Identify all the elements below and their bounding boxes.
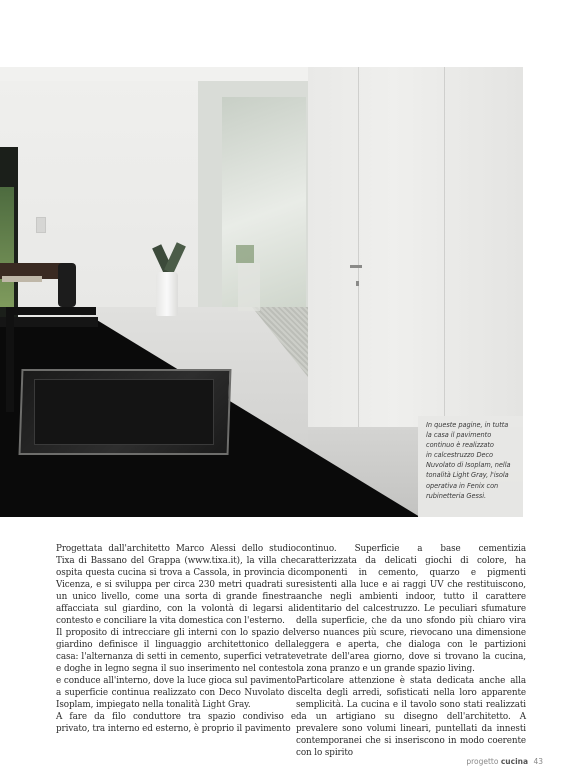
- dining-chair: [58, 263, 76, 307]
- panel-joint: [358, 67, 359, 477]
- page-number: 43: [533, 757, 543, 766]
- plant-reflection: [236, 245, 254, 263]
- magazine-section: cucina: [500, 757, 529, 766]
- door-handle: [350, 265, 362, 268]
- window-glass: [222, 97, 306, 307]
- text-column-left: [56, 543, 296, 735]
- left-window-garden: [0, 187, 14, 307]
- page-footer: [466, 757, 543, 766]
- paragraph: Particolare attenzione è stata dedicata anche alla scelta degli arredi, sofisticati nella loro apparente semplicità. La cucina e il tavolo sono stati realizzati da un artigiano su disegno dell'architetto. A prevalere sono volumi lineari, puntellati da innesti contemporanei che si inseriscono in modo coerente con lo spirito: [296, 676, 526, 758]
- paragraph: A fare da filo conduttore tra spazio condiviso e privato, tra interno ed esterno, è proprio il pavimento: [56, 712, 296, 734]
- text-column-right: [296, 543, 526, 759]
- door-keyhole: [356, 281, 359, 286]
- light-switch: [36, 217, 46, 233]
- photo-caption: In queste pagine, in tutta la casa il pavimento continuo è realizzato in calcestruzzo Deco Nuvolato di Isoplam, nella tonalità Light Gray, l'isola operativa in Fenix con rubinetteria Gessi.: [418, 416, 523, 517]
- white-vase: [156, 272, 178, 316]
- paragraph: Il proposito di intrecciare gli interni con lo spazio del giardino definisce il linguaggio architettonico della casa: l'alternanza di setti in cemento, superfici vetrate e doghe in legno segna il suo inserimento nel contesto e conduce all'interno, dove la luce gioca sul pavimento a superficie continua realizzato con Deco Nuvolato di Isoplam, impiegato nella tonalità Light Gray.: [56, 628, 296, 710]
- magazine-prefix: progetto: [466, 757, 499, 766]
- paragraph: Progettata dall'architetto Marco Alessi dello studio Tixa di Bassano del Grappa (www.tixa.it), la villa che ospita questa cucina si trova a Cassola, in provincia di Vicenza, e si sviluppa per circa 230 metri quadrati su un unico livello, come una sorta di grande finestra affacciata sul giardino, con la volontà di legarsi al contesto e conciliare la vita domestica con l'esterno.: [56, 544, 296, 626]
- vase-reflection: [238, 263, 260, 311]
- paragraph: continuo. Superficie a base cementizia caratterizzata da delicati giochi di colore, ha componenti in cemento, quarzo e pigmenti resistenti alla luce e ai raggi UV che restituiscono, anche negli ambienti indoor, tutto il carattere identitario del calcestruzzo. Le peculiari sfumature della superficie, che da uno sfondo più chiaro vira verso nuances più scure, rievocano una dimensione leggera e aperta, che dialoga con le partizioni vetrate dell'area giorno, dove si trovano la cucina, la zona pranzo e un grande spazio living.: [296, 544, 526, 674]
- island-top-edge: [0, 317, 98, 327]
- sink-basin: [34, 379, 214, 445]
- faucet-body: [6, 312, 14, 412]
- table-edge: [2, 276, 42, 282]
- faucet-spout: [6, 307, 96, 315]
